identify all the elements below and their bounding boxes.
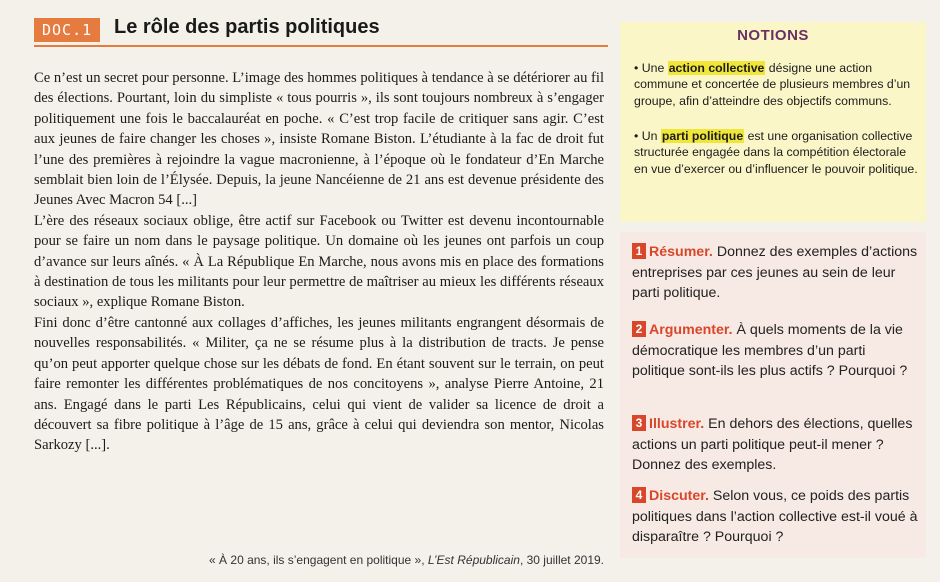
- notion-prefix: • Une: [634, 61, 668, 75]
- question-number: 3: [632, 415, 646, 431]
- notion-action-collective: [634, 60, 918, 109]
- notion-prefix: • Un: [634, 129, 661, 143]
- source-quote: « À 20 ans, ils s’engagent en politique »,: [209, 553, 428, 567]
- article-paragraph-1: Ce n’est un secret pour personne. L’image des hommes politiques à tendance à se détériorer au fil des élections. Pourtant, loin du simpliste « tous pourris », ils sont toujours nombreux à s’engager politiquement une fois le baccalauréat en poche. « C’est trop facile de critiquer sans agir. C’est aux jeunes de faire changer les choses », insiste Romane Biston. L’étudiante à la fac de droit fut l’une des premières à rejoindre la vague macronienne, à l’époque où le fondateur d’En Marche semblait bien loin de l’Élysée. Depuis, la jeune Nancéienne de 21 ans est devenue présidente des Jeunes Avec Macron 54 [...]: [34, 70, 604, 209]
- question-verb: Illustrer.: [649, 416, 705, 432]
- source-date: , 30 juillet 2019.: [519, 553, 604, 567]
- article-paragraph-2: L’ère des réseaux sociaux oblige, être actif sur Facebook ou Twitter est devenu incontournable pour se faire un nom dans le paysage politique. Un domaine où les jeunes ont parfois un coup d’avance sur leurs aînés. « À La République En Marche, nous avons mis en place des formations à destination de tous les militants pour leur permettre de maîtriser au mieux les différents réseaux sociaux », explique Romane Biston.: [34, 212, 604, 311]
- notion-definition: est une organisation collective structurée engagée dans la compétition électorale en vue d’exercer ou d’influencer le pouvoir politique.: [634, 129, 918, 176]
- document-header: [34, 14, 608, 48]
- question-2: [632, 320, 920, 382]
- question-text: À quels moments de la vie démocratique les membres d’un parti politique sont-ils les plus actifs ? Pourquoi ?: [632, 322, 908, 380]
- article-paragraph-3: Fini donc d’être cantonné aux collages d’affiches, les jeunes militants engrangent désormais de nouvelles responsabilités. « Militer, ça ne se résume plus à la distribution de tracts. Je pense qu’on peut apporter quelque chose sur les débats de fond. En étant souvent sur le terrain, on peut faire remonter les différentes problématiques de nos concitoyens », analyse Pierre Antoine, 21 ans. Engagé dans le parti Les Républicains, celui qui vient de valider sa licence de droit a découvert sa fibre politique à l’âge de 15 ans, grâce à celui qui deviendra son mentor, Nicolas Sarkozy [...].: [34, 314, 604, 454]
- notion-term: action collective: [668, 61, 765, 75]
- questions-box: [620, 232, 926, 558]
- notion-definition: désigne une action commune et concertée de plusieurs membres d’un groupe, afin d’atteindre des objectifs communs.: [634, 61, 911, 108]
- question-4: [632, 486, 920, 548]
- page-title: Le rôle des partis politiques: [114, 16, 380, 38]
- question-text: Donnez des exemples d’actions entreprises par ces jeunes au sein de leur parti politique.: [632, 244, 918, 302]
- notion-parti-politique: [634, 128, 918, 177]
- question-1: [632, 242, 920, 304]
- article-text: [34, 68, 604, 456]
- article-source: [180, 553, 604, 567]
- notion-term: parti politique: [661, 129, 744, 143]
- question-text: Selon vous, ce poids des partis politiques dans l’action collective est-il voué à disparaître ? Pourquoi ?: [632, 488, 918, 546]
- question-verb: Discuter.: [649, 488, 709, 504]
- source-journal: L’Est Républicain: [427, 553, 520, 567]
- question-3: [632, 414, 920, 476]
- question-verb: Argumenter.: [649, 322, 733, 338]
- doc-badge: DOC.1: [34, 18, 100, 42]
- question-number: 2: [632, 321, 646, 337]
- question-number: 1: [632, 243, 646, 259]
- question-text: En dehors des élections, quelles actions un parti politique peut-il mener ? Donnez des exemples.: [632, 416, 913, 474]
- notions-title: NOTIONS: [737, 27, 809, 44]
- title-underline: [34, 45, 608, 47]
- notions-box: [620, 22, 926, 222]
- question-number: 4: [632, 487, 646, 503]
- question-verb: Résumer.: [649, 244, 713, 260]
